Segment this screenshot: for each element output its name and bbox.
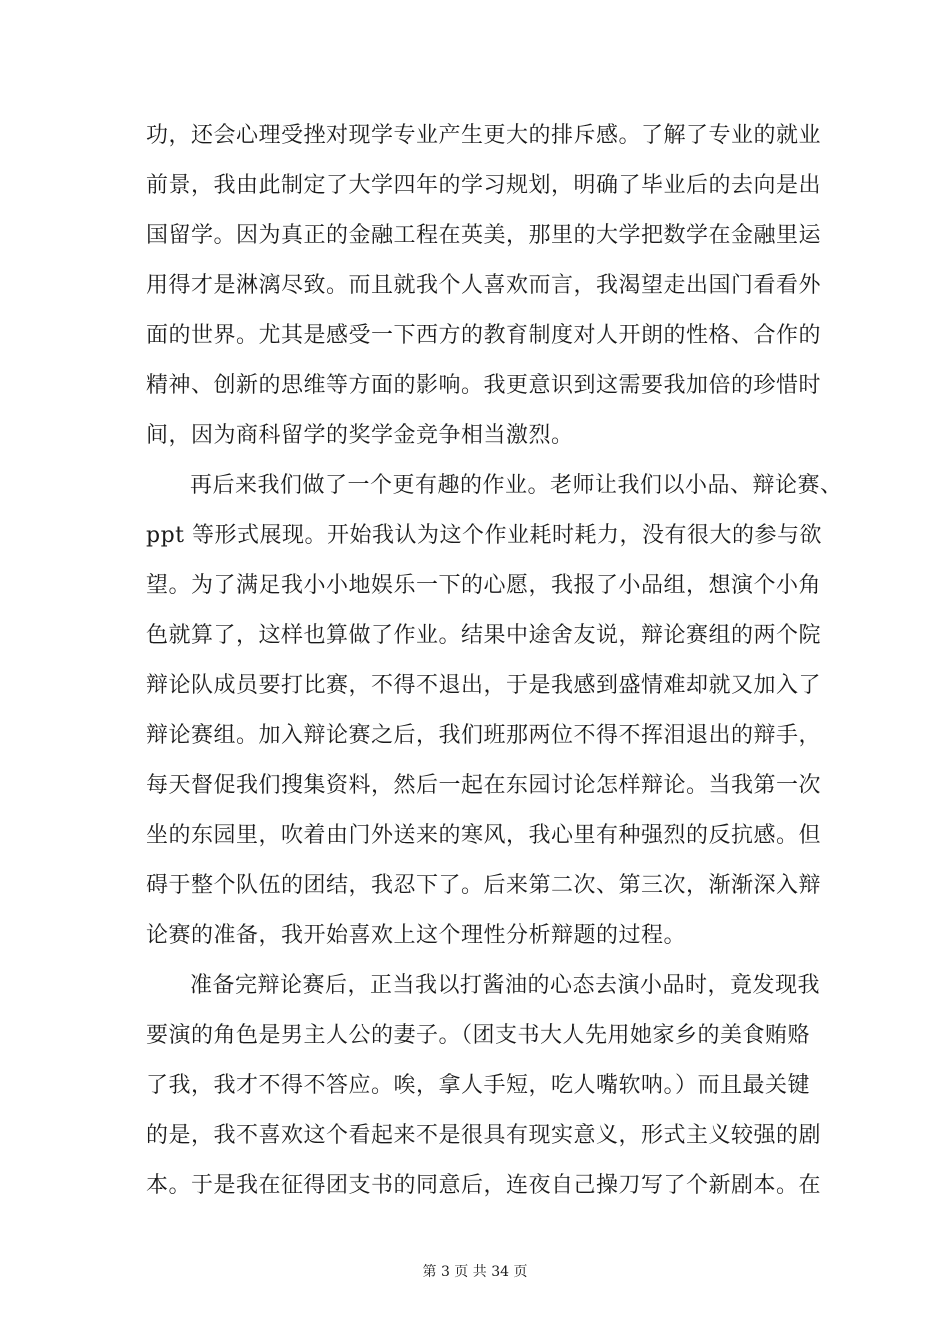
text-line: 坐的东园里，吹着由门外送来的寒风，我心里有种强烈的反抗感。但 xyxy=(146,823,822,848)
text-line: 国留学。因为真正的金融工程在英美，那里的大学把数学在金融里运 xyxy=(146,223,822,248)
text-line: 功，还会心理受挫对现学专业产生更大的排斥感。了解了专业的就业 xyxy=(146,123,822,148)
paragraph-first-line: 准备完辩论赛后，正当我以打酱油的心态去演小品时，竟发现我 xyxy=(190,973,821,998)
text-line: 精神、创新的思维等方面的影响。我更意识到这需要我加倍的珍惜时 xyxy=(146,373,822,398)
text-line: 本。于是我在征得团支书的同意后，连夜自己操刀写了个新剧本。在 xyxy=(146,1173,822,1198)
text-line: 每天督促我们搜集资料，然后一起在东园讨论怎样辩论。当我第一次 xyxy=(146,773,822,798)
text-line: 用得才是淋漓尽致。而且就我个人喜欢而言，我渴望走出国门看看外 xyxy=(146,273,822,298)
text-line: 论赛的准备，我开始喜欢上这个理性分析辩题的过程。 xyxy=(146,923,687,948)
text-line: 望。为了满足我小小地娱乐一下的心愿，我报了小品组，想演个小角 xyxy=(146,573,822,598)
text-line: 了我，我才不得不答应。唉，拿人手短，吃人嘴软呐。）而且最关键 xyxy=(146,1073,811,1098)
paragraph-first-line: 再后来我们做了一个更有趣的作业。老师让我们以小品、辩论赛、 xyxy=(190,473,843,498)
text-line: 辩论队成员要打比赛，不得不退出，于是我感到盛情难却就又加入了 xyxy=(146,673,822,698)
text-line: 的是，我不喜欢这个看起来不是很具有现实意义，形式主义较强的剧 xyxy=(146,1123,822,1148)
text-line: 前景，我由此制定了大学四年的学习规划，明确了毕业后的去向是出 xyxy=(146,173,822,198)
text-line: 色就算了，这样也算做了作业。结果中途舍友说，辩论赛组的两个院 xyxy=(146,623,822,648)
text-line: 辩论赛组。加入辩论赛之后，我们班那两位不得不挥泪退出的辩手， xyxy=(146,723,822,748)
text-line: ppt 等形式展现。开始我认为这个作业耗时耗力，没有很大的参与欲 xyxy=(146,523,823,548)
text-line: 面的世界。尤其是感受一下西方的教育制度对人开朗的性格、合作的 xyxy=(146,323,822,348)
text-line: 碍于整个队伍的团结，我忍下了。后来第二次、第三次，渐渐深入辩 xyxy=(146,873,822,898)
text-line: 要演的角色是男主人公的妻子。（团支书大人先用她家乡的美食贿赂 xyxy=(146,1023,811,1048)
page-number-footer: 第 3 页 共 34 页 xyxy=(422,1264,528,1280)
text-line: 间，因为商科留学的奖学金竞争相当激烈。 xyxy=(146,423,574,448)
